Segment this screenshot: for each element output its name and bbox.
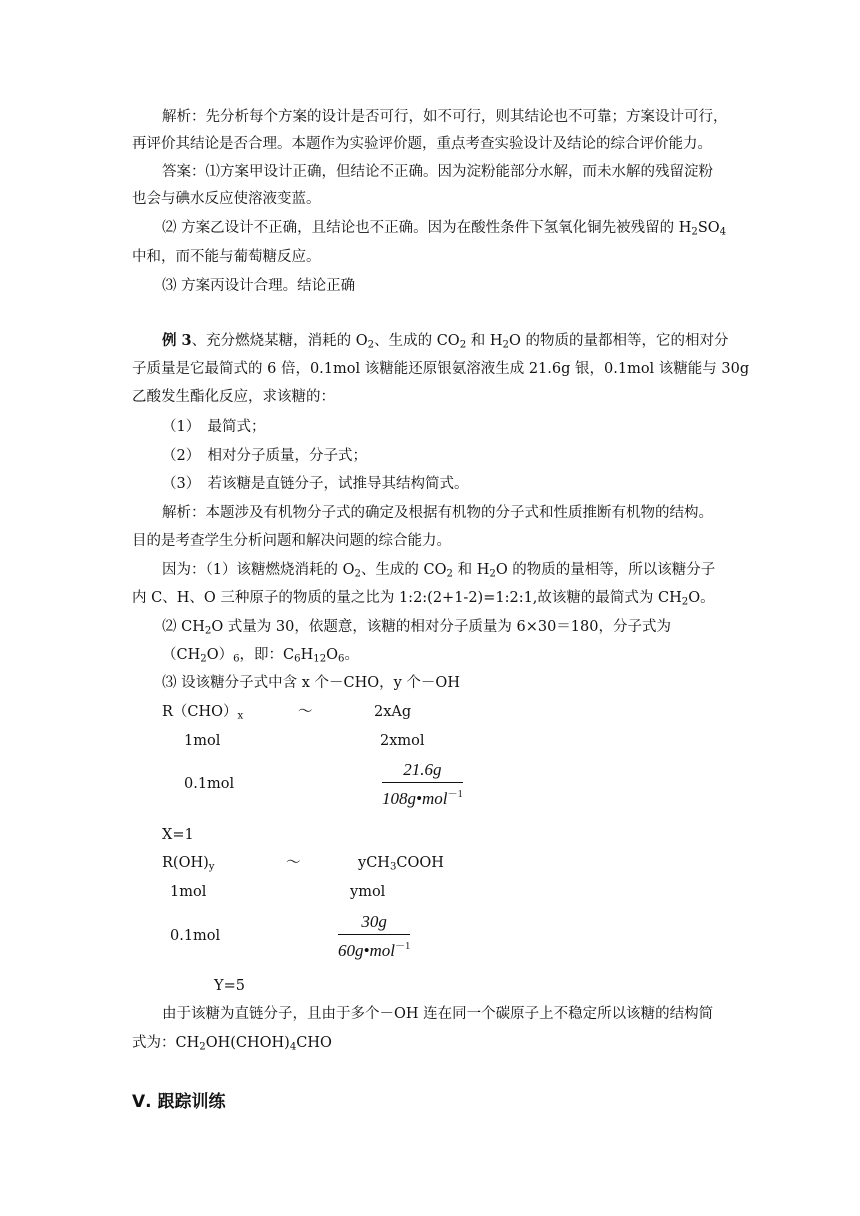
eq1-numerator: 21.6g xyxy=(382,760,463,783)
question-1: （1） 最简式； xyxy=(162,419,266,435)
eq2-reactant: $R(OH)_y$ xyxy=(162,855,215,873)
answer1-line3: ⑵ 方案乙设计不正确，且结论也不正确。因为在酸性条件下氢氧化铜先被残留的 $H_2SO_4$ xyxy=(162,220,727,238)
solution-line5: ⑶ 设该糖分子式中含 x 个－CHO，y 个－OH xyxy=(162,675,460,691)
solution-line3: ⑵ $CH_2O$ 式量为 30，依题意，该糖的相对分子质量为 6×30＝180，分子式为 xyxy=(162,619,671,637)
example3-line2: 子质量是它最简式的 6 倍，0.1mol 该糖能还原银氨溶液生成 21.6g 银，0.1mol 该糖能与 30g xyxy=(132,361,750,377)
answer1-line5: ⑶ 方案丙设计合理。结论正确 xyxy=(162,278,356,294)
eq2-denominator: 60g•mol$^{-1}$ xyxy=(338,941,411,961)
eq2-result: Y=5 xyxy=(214,978,245,994)
eq1-denominator: 108g•mol$^{-1}$ xyxy=(382,789,463,809)
answer1-line2: 也会与碘水反应使溶液变蓝。 xyxy=(132,191,321,207)
analysis3-line2: 目的是考查学生分析问题和解决问题的综合能力。 xyxy=(132,533,451,549)
eq1-mol-left: 1mol xyxy=(184,733,221,749)
question-2: （2） 相对分子质量，分子式； xyxy=(162,448,367,464)
eq2-amount: 0.1mol xyxy=(170,928,221,944)
answer1-line1: 答案：⑴方案甲设计正确，但结论不正确。因为淀粉能部分水解，而未水解的残留淀粉 xyxy=(162,164,713,180)
solution-line1: 因为：（1）该糖燃烧消耗的 $O_2$、生成的 $CO_2$ 和 $H_2O$ 的物质的量相等，所以该糖分子 xyxy=(162,562,716,580)
section-heading: Ⅴ. 跟踪训练 xyxy=(132,1092,226,1112)
example3-line3: 乙酸发生酯化反应，求该糖的： xyxy=(132,389,335,405)
eq1-product: 2xAg xyxy=(374,704,412,720)
eq1-tilde: ～ xyxy=(298,704,313,720)
example3-line1: 例 3、充分燃烧某糖，消耗的 $O_2$、生成的 $CO_2$ 和 $H_2O$ 的物质的量都相等，它的相对分 xyxy=(162,332,729,351)
question-3: （3） 若该糖是直链分子，试推导其结构简式。 xyxy=(162,476,469,492)
eq2-numerator: 30g xyxy=(338,912,410,935)
solution-line4: $(CH_2O)_6$，即：$C_6H_{12}O_6$。 xyxy=(162,647,359,665)
eq2-product: yCH$_3$COOH xyxy=(358,855,444,873)
eq1-mol-right: 2xmol xyxy=(380,733,425,749)
solution-line2: 内 C、H、O 三种原子的物质的量之比为 1:2:(2+1-2)=1:2:1,故该糖的最简式为 $CH_2O$。 xyxy=(132,590,715,608)
conclusion-line2: 式为：$CH_2OH(CHOH)_4CHO$ xyxy=(132,1035,332,1053)
eq2-mol-left: 1mol xyxy=(170,884,207,900)
eq1-reactant: $R(CHO)_x$ xyxy=(162,704,244,722)
eq1-result: X=1 xyxy=(162,827,194,843)
conclusion-line1: 由于该糖为直链分子，且由于多个－OH 连在同一个碳原子上不稳定所以该糖的结构简 xyxy=(162,1006,714,1022)
eq2-mol-right: ymol xyxy=(350,884,386,900)
eq2-tilde: ～ xyxy=(286,855,301,871)
eq2-fraction xyxy=(338,912,410,961)
eq1-fraction xyxy=(382,760,463,809)
analysis3-line1: 解析：本题涉及有机物分子式的确定及根据有机物的分子式和性质推断有机物的结构。 xyxy=(162,505,713,521)
analysis1-line2: 再评价其结论是否合理。本题作为实验评价题，重点考查实验设计及结论的综合评价能力。 xyxy=(132,136,712,152)
answer1-line4: 中和，而不能与葡萄糖反应。 xyxy=(132,249,321,265)
example-label: 例 3 xyxy=(162,332,192,349)
analysis1-line1: 解析：先分析每个方案的设计是否可行，如不可行，则其结论也不可靠；方案设计可行， xyxy=(162,109,728,125)
eq1-amount: 0.1mol xyxy=(184,776,235,792)
